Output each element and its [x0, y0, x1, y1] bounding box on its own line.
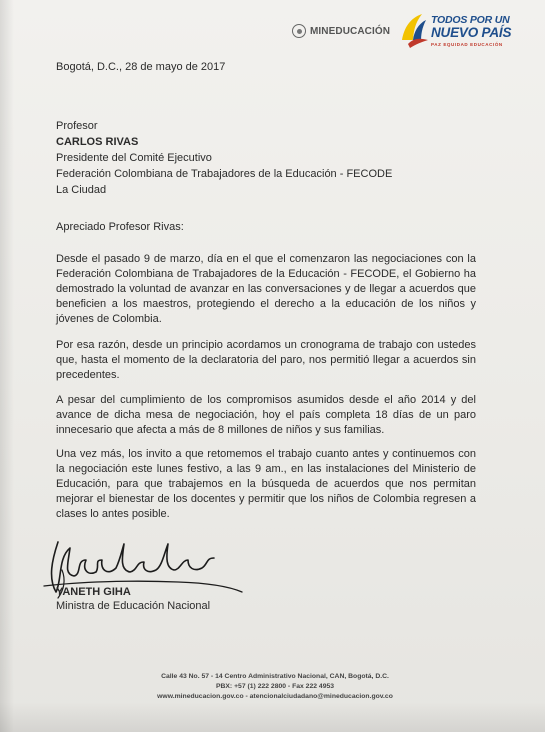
body-paragraph-2: Por esa razón, desde un principio acordamos un cronograma de trabajo con ustedes que, hasta el momento de la declaratoria del paro, nos permitió llegar a acuerdos sin precedentes.: [56, 339, 476, 381]
body-paragraph-1: Desde el pasado 9 de marzo, día en el que el comenzaron las negociaciones con la Federación Colombiana de Trabajadores de la Educación - FECODE, el Gobierno ha demostrado la voluntad de avanzar en las conversaciones y de llegar a acuerdos que beneficien a los maestros, protegiendo el derecho a la educación de los niños y jóvenes de Colombia.: [56, 253, 476, 325]
recipient-organization: Federación Colombiana de Trabajadores de la Educación - FECODE: [56, 168, 393, 180]
gov-logo-line2: NUEVO PAÍS: [431, 25, 512, 40]
mineducacion-logo-text: MINEDUCACIÓN: [310, 25, 391, 37]
recipient-block: [56, 119, 392, 199]
footer-web: www.mineducacion.gov.co - atencionalciudadano@mineducacion.gov.co: [157, 693, 393, 700]
greeting: Apreciado Profesor Rivas:: [56, 221, 184, 233]
recipient-city: La Ciudad: [56, 184, 107, 196]
signer-role: Ministra de Educación Nacional: [56, 600, 211, 612]
body-paragraph-3: A pesar del cumplimiento de los compromisos asumidos desde el año 2014 y del avance de dicha mesa de negociación, hoy el país completa 18 días de un paro innecesario que afecta a más de 8 millones de niños y sus familias.: [56, 394, 476, 436]
letter-date: Bogotá, D.C., 28 de mayo de 2017: [56, 61, 226, 73]
body-paragraph-4: Una vez más, los invito a que retomemos el trabajo cuanto antes y continuemos con la negociación este lunes festivo, a las 9 am., en las instalaciones del Ministerio de Educación, para que trabajemos en la búsqueda de acuerdos que nos permitan mejorar el bienestar de los docentes y permitir que los niños de Colombia regresen a clases lo antes posible.: [56, 448, 476, 520]
footer-address: Calle 43 No. 57 - 14 Centro Administrativo Nacional, CAN, Bogotá, D.C.: [161, 673, 389, 680]
colombia-flag-icon: [398, 10, 430, 48]
gov-logo-line1: TODOS POR UN: [431, 14, 510, 26]
footer-phones: PBX: +57 (1) 222 2800 - Fax 222 4953: [215, 683, 335, 690]
signer-name: YANETH GIHA: [56, 586, 131, 598]
gov-logo-tagline: PAZ EQUIDAD EDUCACIÓN: [431, 42, 503, 47]
recipient-title: Profesor: [56, 120, 98, 132]
letterhead-footer: [110, 672, 440, 702]
mineducacion-logo: [292, 18, 392, 44]
national-seal-icon: [292, 24, 306, 38]
todos-por-un-nuevo-pais-logo: [398, 8, 512, 54]
recipient-name: CARLOS RIVAS: [56, 136, 139, 148]
recipient-position: Presidente del Comité Ejecutivo: [56, 152, 212, 164]
